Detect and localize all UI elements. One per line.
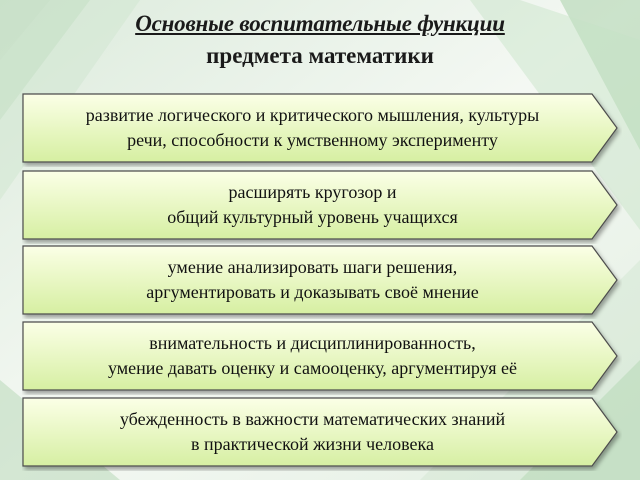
item-text-line2: умение давать оценку и самооценку, аргументируя её [107,358,518,378]
function-item-3 [22,245,618,315]
item-text-line1: умение анализировать шаги решения, [167,257,458,277]
slide-title-line1: Основные воспитательные функции [135,11,505,36]
function-item-2 [22,170,618,240]
slide-title-line2: предмета математики [206,43,434,68]
function-item-1 [22,93,618,163]
item-text-line2: в практической жизни человека [191,434,434,454]
item-text-line1: развитие логического и критического мышления, культуры [85,105,540,125]
function-item-4 [22,321,618,391]
item-text-line1: расширять кругозор и [228,182,397,202]
item-text-line2: речи, способности к умственному эксперименту [127,130,498,150]
item-text-line1: внимательность и дисциплинированность, [149,333,476,353]
item-text-line2: общий культурный уровень учащихся [167,207,458,227]
item-text-line1: убежденность в важности математических знаний [119,409,506,429]
item-text-line2: аргументировать и доказывать своё мнение [146,282,479,302]
function-item-5 [22,397,618,467]
